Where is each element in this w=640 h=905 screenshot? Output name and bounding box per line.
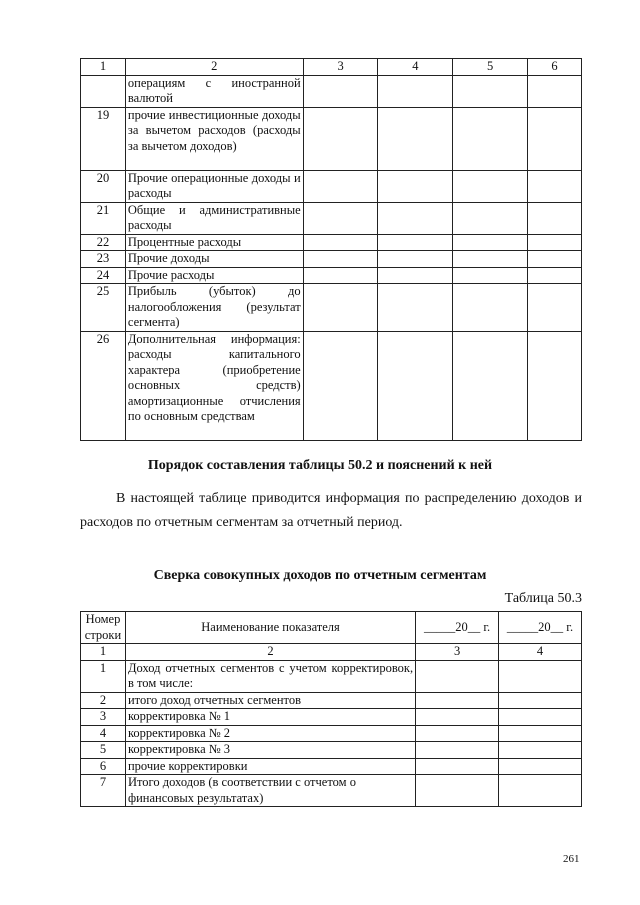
row-number: 24 <box>81 267 126 284</box>
table-row <box>81 202 582 234</box>
row-label: Прочие операционные доходы и расходы <box>125 170 303 202</box>
row-label: Доход отчетных сегментов с учетом корректировок, в том числе: <box>125 660 415 692</box>
row-number: 19 <box>81 107 126 170</box>
row-label: корректировка № 3 <box>125 742 415 759</box>
table-header-row <box>81 612 582 644</box>
column-header: _____20__ г. <box>416 612 499 644</box>
table-caption: Таблица 50.3 <box>504 591 582 606</box>
table-row <box>81 660 582 692</box>
row-label: Итого доходов (в соответствии с отчетом о финансовых результатах) <box>125 775 415 807</box>
row-label: Прочие доходы <box>125 251 303 268</box>
row-number: 1 <box>81 660 126 692</box>
row-label: Процентные расходы <box>125 234 303 251</box>
table-row <box>81 742 582 759</box>
row-number: 5 <box>81 742 126 759</box>
column-header: _____20__ г. <box>499 612 582 644</box>
table-row <box>81 107 582 170</box>
row-label: корректировка № 1 <box>125 709 415 726</box>
column-header: 1 <box>81 59 126 76</box>
column-number: 1 <box>81 644 126 661</box>
row-number: 23 <box>81 251 126 268</box>
body-paragraph: В настоящей таблице приводится информация по распределению доходов и расходов по отчетным сегментам за отчетный период. <box>80 491 582 530</box>
row-label: Общие и административные расходы <box>125 202 303 234</box>
column-header: 3 <box>303 59 378 76</box>
table-row <box>81 234 582 251</box>
table-row <box>81 251 582 268</box>
table-row <box>81 284 582 332</box>
table-header-row <box>81 59 582 76</box>
row-label: прочие инвестиционные доходы за вычетом расходов (расходы за вычетом доходов) <box>125 107 303 170</box>
row-number: 7 <box>81 775 126 807</box>
table-row <box>81 331 582 440</box>
row-label: итого доход отчетных сегментов <box>125 692 415 709</box>
row-label: операциям с иностранной валютой <box>125 75 303 107</box>
table-row <box>81 725 582 742</box>
column-number: 4 <box>499 644 582 661</box>
column-header: Наименование показателя <box>125 612 415 644</box>
row-number: 26 <box>81 331 126 440</box>
row-label: Прибыль (убыток) до налогообложения (результат сегмента) <box>125 284 303 332</box>
section-heading: Порядок составления таблицы 50.2 и пояснений к ней <box>147 458 493 473</box>
table-row <box>81 775 582 807</box>
column-header: 4 <box>378 59 453 76</box>
row-number: 22 <box>81 234 126 251</box>
column-header: 5 <box>453 59 528 76</box>
row-number: 25 <box>81 284 126 332</box>
row-label: Прочие расходы <box>125 267 303 284</box>
table-row <box>81 170 582 202</box>
column-header: Номер строки <box>81 612 126 644</box>
column-number: 3 <box>416 644 499 661</box>
reconciliation-table-50-3 <box>80 611 582 807</box>
table-number-row <box>81 644 582 661</box>
column-header: 2 <box>125 59 303 76</box>
page-number: 261 <box>563 853 580 865</box>
table-row <box>81 267 582 284</box>
table-row <box>81 75 582 107</box>
row-number: 4 <box>81 725 126 742</box>
row-number: 3 <box>81 709 126 726</box>
table-row <box>81 758 582 775</box>
column-number: 2 <box>125 644 415 661</box>
row-label: прочие корректировки <box>125 758 415 775</box>
table-row <box>81 692 582 709</box>
row-number <box>81 75 126 107</box>
row-number: 6 <box>81 758 126 775</box>
section-heading: Сверка совокупных доходов по отчетным сегментам <box>153 568 487 583</box>
row-number: 21 <box>81 202 126 234</box>
row-label: Дополнительная информация: расходы капитального характера (приобретение основных средств) амортизационные отчисления по основным средствам <box>125 331 303 440</box>
row-number: 20 <box>81 170 126 202</box>
row-label: корректировка № 2 <box>125 725 415 742</box>
segment-table-50-2 <box>80 58 582 441</box>
table-row <box>81 709 582 726</box>
column-header: 6 <box>528 59 582 76</box>
row-number: 2 <box>81 692 126 709</box>
